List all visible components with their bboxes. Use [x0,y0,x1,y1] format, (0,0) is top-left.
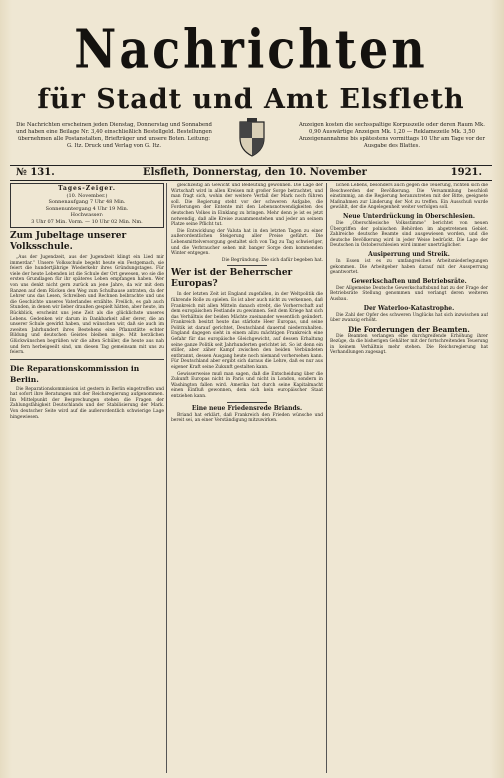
article-text: Der Allgemeine Deutsche Gewerkschaftsbund hat zu der Frage der Betriebsräte Stellung genommen und verlangt deren weiteren Ausbau. [330,285,488,302]
article-headline: Zum Jubeltage unserer Volksschule. [10,231,127,252]
column-1 [10,183,164,773]
newspaper-subtitle: für Stadt und Amt Elsfleth [37,84,465,115]
article-text: Die „Oberschlesische Volksstimme“ berichtet von neuen Übergriffen der polnischen Behörden im abgetretenen Gebiet. Zahlreiche deutsche Beamte sind ausgewiesen worden, und die deutsche Bevölkerung wird in jeder Weise bedrückt. Die Lage der Deutschen in Ostoberschlesien wird immer unerträglicher. [330,220,488,249]
column-divider [166,183,167,773]
place-and-date: Elsfleth, Donnerstag, den 10. November [143,167,367,178]
article-text: In Essen ist es zu umfangreichen Arbeitsniederlegungen gekommen. Die Arbeitgeber haben darauf mit der Aussperrung geantwortet. [330,258,488,276]
article-text: Briand hat erklärt, daß Frankreich den Frieden wünsche und bereit sei, an einer Verständigung mitzuwirken. [171,412,323,424]
article-text: „Aus der Jugendzeit, aus der Jugendzeit klingt ein Lied mir immerdar.“ Unsere Volksschule begeht heute ein Festgemach, sie feiert die hundertjährige Wiederkehr ihres Gründungstages. Für viele der heute Lebenden ist die Schule der Ort gewesen, wo sie die ersten Grundlagen für ihr späteres Leben empfangen haben. Wer von uns denkt nicht gern zurück an jene Jahre, da wir mit dem Ranzen auf dem Rücken den Weg zum Schulhause antraten, da der Lehrer uns das Lesen, Schreiben und Rechnen beibrachte und uns die Geschichte unseres Vaterlandes erzählte. Freilich, es gab auch Stunden, in denen wir lieber draußen gespielt hätten, aber heute, im Rückblick, erscheint uns jene Zeit als die glücklichste unseres Lebens. Gedenken wir darum in Dankbarkeit aller derer, die an unserer Schule gewirkt haben, und wünschen wir, daß sie auch im zweiten Jahrhundert ihres Bestehens eine Pflanzstätte echter Bildung und deutschen Geistes bleiben möge. Mit herzlichen Glückwünschen begrüßen wir die alten Schüler, die heute aus nah und fern herbeigeeilt sind, um diesen Tag gemeinsam mit uns zu feiern. [10,255,164,356]
section-heading: Der Waterloo-Katastrophe. [363,304,455,312]
article-headline: Neue Unterdrückung in Oberschlesien. [343,212,475,220]
article-headline: Wer ist der Beherrscher Europas? [171,268,293,290]
box-line: Sonnenaufgang 7 Uhr 48 Min. [48,199,126,205]
newspaper-title: Nachrichten [74,17,428,81]
daily-info-box [10,183,164,228]
article-headline: Eine neue Friedensrede Briands. [191,404,303,412]
article-text: gleichzeitig an Gewicht und Bedeutung gewonnen. Die Lage der Wirtschaft wird in allen Kreisen mit großer Sorge betrachtet, und man fragt sich, wohin der weitere Verfall der Mark noch führen soll. Die Regierung steht vor der schweren Aufgabe, die Forderungen der Entente mit den Lebensnotwendigkeiten des deutschen Volkes in Einklang zu bringen. Mehr denn je ist es jetzt notwendig, daß alle Kreise zusammenstehen und jeder an seinem Platze seine Pflicht tut. [171,183,323,228]
section-heading: Ausiperrung und Streik. [368,250,450,258]
divider [227,265,267,266]
box-line: Hochwasser: [70,212,104,218]
article-text: lichen Lebens, besonders auch gegen die Teuerung, richten sich die Beschwerden der Bevölkerung. Die Versammlung beschloß einstimmig, an die Regierung heranzutreten mit der Bitte, geeignete Maßnahmen zur Linderung der Not zu treffen. Ein Ausschuß wurde gewählt, der die Angelegenheit weiter verfolgen soll. [330,183,488,211]
advertising-info: Anzeigen kosten die sechsspaltige Korpuszeile oder deren Raum Mk. 0,90 Auswärtige Anzeigen Mk. 1,20 — Reklamezeile Mk. 3,50 Anzeigenannahme bis spätestens vormittags 10 Uhr am Tage vor der Ausgabe des Blattes. [299,122,485,149]
article-byline: Die Begründung. Die sich dafür begeben hat. [221,257,323,263]
article-text: Die Entwicklung der Valuta hat in den letzten Tagen zu einer außerordentlichen Steigerung aller Preise geführt. Die Lebensmittelversorgung gestaltet sich von Tag zu Tag schwieriger, und die Verbraucher sehen mit banger Sorge dem kommenden Winter entgegen. [171,228,323,257]
column-divider [326,183,327,773]
article-headline: Die Reparationskommission in Berlin. [10,363,140,384]
box-date: (10. November.) [66,192,108,199]
divider [227,402,267,403]
section-heading: Gewerkschaften und Betriebsräte. [351,277,467,285]
box-line: Sonnenuntergang 4 Uhr 19 Min. [45,205,129,212]
article-text: In der letzten Zeit ist England zugefallen, in der Weltpolitik die führende Rolle zu spielen. Es ist aber auch nicht zu verkennen, daß Frankreich mit allen Mitteln danach strebt, die Vorherrschaft auf dem europäischen Festlande zu gewinnen. Seit dem Kriege hat sich das Verhältnis der beiden Mächte zueinander wesentlich geändert. Frankreich besitzt heute das stärkste Heer Europas, und seine Politik ist darauf gerichtet, Deutschland dauernd niederzuhalten. England dagegen sieht in einem allzu mächtigen Frankreich eine Gefahr für das europäische Gleichgewicht, auf dessen Erhaltung seine ganze Politik seit Jahrhunderten gerichtet ist. So ist denn ein stiller, aber zäher Kampf zwischen den beiden Verbündeten entbrannt, dessen Ausgang heute noch niemand vorhersehen kann. Für Deutschland aber ergibt sich daraus die Lehre, daß es nur aus eigener Kraft seine Zukunft gestalten kann. [171,292,323,371]
article-text: Gewisserweise muß man sagen, daß die Entscheidung über die Zukunft Europas nicht in Paris und nicht in London, sondern in Washington fallen wird. Amerika hat durch seine Kapitalmacht einen Einfluß gewonnen, dem sich kein europäischer Staat entziehen kann. [171,371,323,399]
subscription-info: Die Nachrichten erscheinen jeden Dienstag, Donnerstag und Sonnabend und haben eine Beilage Nr. 3,40 einschließlich Bestellgeld. Bestellungen übernehmen alle Postanstalten, Briefträger und unsere Boten. Leitung: G. Itz. Druck und Verlag von G. Itz. [16,122,212,149]
article-text: Die Zahl der Opfer des schweren Unglücks hat sich inzwischen auf über zwanzig erhöht. [330,312,488,324]
masthead [8,17,494,118]
divider [10,359,164,360]
article-text: Die Beamten verlangen eine durchgreifende Erhöhung ihrer Bezüge, da die bisherigen Gehälter mit der fortschreitenden Teuerung in keinem Verhältnis mehr stehen. Die Reichsregierung hat Verhandlungen zugesagt. [330,333,488,356]
column-2 [171,183,323,773]
box-line: 3 Uhr 07 Min. Vorm. — 10 Uhr 02 Min. Nm. [31,218,143,225]
issue-number: № 131. [16,167,55,178]
dateline [10,165,492,181]
issue-year: 1921. [450,167,482,178]
column-3 [330,183,488,773]
article-text: Die Reparationskommission ist gestern in Berlin eingetroffen und hat sofort ihre Beratungen mit der Reichsregierung aufgenommen. Im Mittelpunkt der Besprechungen stehen die Fragen der Zahlungsfähigkeit Deutschlands und der Stabilisierung der Mark. Von deutscher Seite wird auf die außerordentlich schwierige Lage hingewiesen. [10,386,164,420]
box-title: Tages-Zeiger. [58,185,116,192]
coat-of-arms-icon [236,118,268,158]
article-headline: Die Forderungen der Beamten. [348,324,470,334]
